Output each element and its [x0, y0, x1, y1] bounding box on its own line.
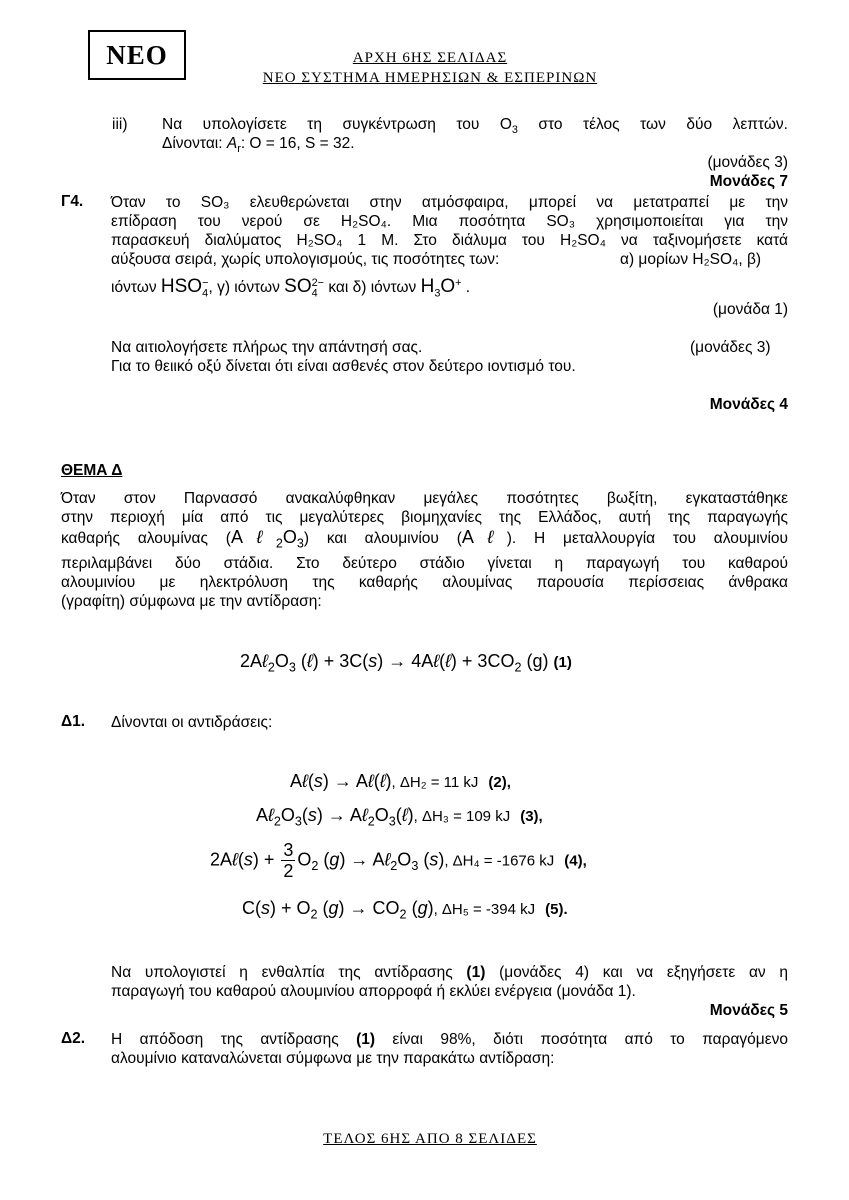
g4-justify: Να αιτιολογήσετε πλήρως την απάντησή σας. [111, 339, 423, 356]
g4-points1: (μονάδα 1) [712, 301, 788, 318]
g4-line2: επίδραση του νερού σε H₂SO₄. Μια ποσότητα SO₃ χρησιμοποιείται για την [111, 213, 788, 230]
question-iii-line2: Δίνονται: $A_r$: O = 16, S = 32. [162, 135, 355, 156]
d2-line2: αλουμίνιο καταναλώνεται σύμφωνα με την παρακάτω αντίδραση: [111, 1050, 555, 1067]
g4-points2: (μονάδες 3) [690, 339, 771, 356]
g4-line5: ιόντων $HSO_4^-$, γ) ιόντων $SO_4^{2-}$ και δ) ιόντων $H_3O^+$ . [111, 276, 471, 300]
question-iii-points: (μονάδες 3) [707, 154, 788, 171]
d1-intro: Δίνονται οι αντιδράσεις: [111, 714, 273, 731]
d1-label: Δ1. [61, 713, 86, 730]
d1-question-line1: Να υπολογιστεί η ενθαλπία της αντίδρασης (1) (μονάδες 4) και να εξηγήσετε αν η [111, 964, 789, 981]
reaction-5: $C(s) + O_2$ $(g) \to CO_2$ (g), ΔH₅ = -394 kJ (5). [242, 898, 568, 922]
reaction-3: $A\ell_2O_3(s)$ → $A\ell_2O_3(\ell)$, ΔH₃ = 109 kJ (3), [256, 805, 543, 829]
page-start-header: ΑΡΧΗ 6ΗΣ ΣΕΛΙΔΑΣ [352, 50, 508, 66]
neo-badge: ΝΕΟ [88, 30, 186, 80]
page-footer: ΤΕΛΟΣ 6ΗΣ ΑΠΟ 8 ΣΕΛΙΔΕΣ [323, 1131, 537, 1147]
d1-total: Μονάδες 5 [709, 1002, 788, 1019]
system-header: ΝΕΟ ΣΥΣΤΗΜΑ ΗΜΕΡΗΣΙΩΝ & ΕΣΠΕΡΙΝΩΝ [262, 70, 598, 86]
intro-line6: (γραφίτη) σύμφωνα με την αντίδραση: [61, 593, 322, 610]
question-iii-label: iii) [112, 116, 128, 133]
g4-line4b: α) μορίων H₂SO₄, β) [620, 251, 762, 268]
g4-note: Για το θειικό οξύ δίνεται ότι είναι ασθενές στον δεύτερο ιοντισμό του. [111, 358, 576, 375]
reaction-1: $2A\ell_2O_3$ (ℓ) + 3C(s) → 4Aℓ(ℓ) + $3CO_2$ (g) (1) [240, 651, 572, 675]
d2-label: Δ2. [61, 1030, 86, 1047]
intro-line5: αλουμινίου με ηλεκτρόλυση της καθαρής αλουμίνας παρουσία περίσσειας άνθρακα [61, 574, 788, 591]
reaction-4: 2Aℓ(s) + $\frac{3}{2}$ $O_2$ $(g) \to A\ell_2O_3$ (s), ΔH₄ = -1676 kJ (4), [210, 840, 587, 881]
reaction-2: Aℓ(s) → Aℓ(ℓ), ΔH₂ = 11 kJ (2), [290, 771, 511, 791]
d2-line1: Η απόδοση της αντίδρασης (1) είναι 98%, διότι ποσότητα από το παραγόμενο [111, 1031, 788, 1048]
section-title: ΘΕΜΑ Δ [61, 462, 123, 479]
d1-question-line2: παραγωγή του καθαρού αλουμινίου απορροφά ή εκλύει ενέργεια (μονάδα 1). [111, 983, 636, 1000]
g4-line1: Όταν το SO₃ ελευθερώνεται στην ατμόσφαιρα, μπορεί να μετατραπεί με την [111, 194, 788, 211]
g4-label: Γ4. [61, 193, 84, 210]
question-iii-line1: Να υπολογίσετε τη συγκέντρωση του $O_3$ στο τέλος των δύο λεπτών. [162, 116, 788, 137]
intro-line4: περιλαμβάνει δύο στάδια. Στο δεύτερο στάδιο γίνεται η παραγωγή του καθαρού [61, 555, 788, 572]
g4-line4a: αύξουσα σειρά, χωρίς υπολογισμούς, τις ποσότητες των: [111, 251, 500, 268]
g4-total: Μονάδες 4 [709, 396, 788, 413]
intro-line3: καθαρής αλουμίνας $(A\ell_2O_3)$ και αλουμινίου (Aℓ). Η μεταλλουργία του αλουμινίου [61, 527, 788, 551]
intro-line1: Όταν στον Παρνασσό ανακαλύφθηκαν μεγάλες ποσότητες βωξίτη, εγκαταστάθηκε [61, 490, 788, 507]
g3-total: Μονάδες 7 [709, 173, 788, 190]
intro-line2: στην περιοχή μία από τις μεγαλύτερες βιομηχανίες της Ελλάδος, αυτή της παραγωγής [61, 509, 788, 526]
g4-line3: παρασκευή διαλύματος H₂SO₄ 1 M. Στο διάλυμα του H₂SO₄ να ταξινομήσετε κατά [111, 232, 788, 249]
